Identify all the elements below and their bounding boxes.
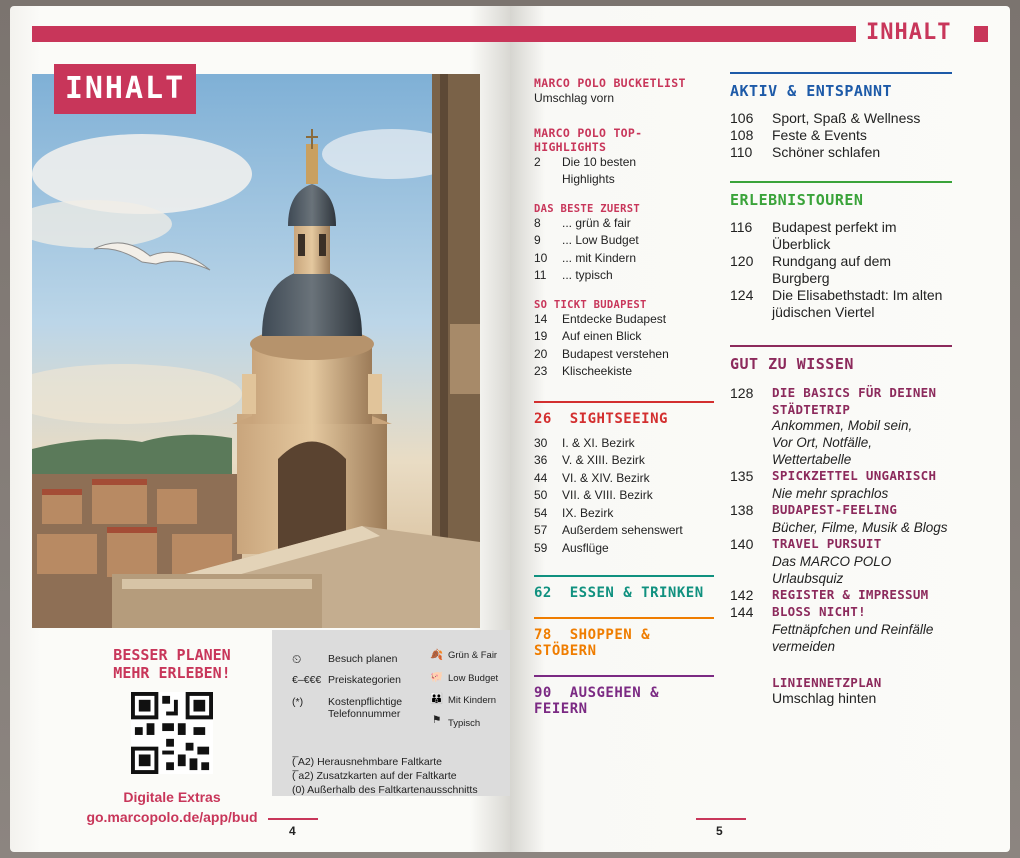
legend-label: Low Budget: [448, 673, 499, 684]
list-item[interactable]: Überblick: [772, 236, 831, 252]
divider: [534, 617, 714, 619]
section-touren[interactable]: ERLEBNISTOUREN: [730, 191, 864, 209]
piggy-bank-icon: 🐖: [430, 671, 444, 683]
list-item[interactable]: 30 I. & XI. Bezirk: [534, 435, 635, 450]
clock-icon: ⏲: [292, 652, 302, 666]
list-item[interactable]: 120 Rundgang auf dem Burgberg: [730, 253, 892, 286]
list-item: Vor Ort, Notfälle, Wettertabelle: [772, 435, 873, 467]
list-item: STÄDTETRIP: [772, 402, 851, 417]
list-item[interactable]: LINIENNETZPLAN: [772, 675, 882, 690]
qr-code-icon[interactable]: [131, 692, 213, 774]
legend-label: Grün & Fair: [448, 650, 498, 661]
promo-line2: MEHR ERLEBEN!: [113, 664, 231, 682]
section-aktiv[interactable]: AKTIV & ENTSPANNT: [730, 82, 893, 100]
list-item[interactable]: 10 ... mit Kindern: [534, 250, 637, 265]
page-number: 5: [716, 824, 723, 838]
legend-label: Mit Kindern: [448, 695, 497, 706]
list-item: Bücher, Filme, Musik & Blogs: [772, 520, 948, 535]
flag-icon: ⚑: [432, 714, 442, 726]
divider: [730, 72, 952, 74]
contents-title-tag: INHALT: [54, 64, 196, 114]
children-icon: 👪: [430, 693, 444, 705]
top-accent-bar: [510, 26, 856, 42]
asterisk-icon: (*): [292, 696, 304, 708]
digital-extras-url[interactable]: go.marcopolo.de/app/bud: [86, 809, 258, 825]
legend-label: Preiskategorien: [328, 674, 401, 686]
right-page: [510, 6, 1010, 852]
list-item[interactable]: 128 DIE BASICS FÜR DEINEN: [730, 385, 937, 401]
list-item[interactable]: 8 ... grün & fair: [534, 215, 631, 230]
section-best-first[interactable]: DAS BESTE ZUERST: [534, 202, 640, 215]
list-item: vermeiden: [772, 639, 836, 654]
list-item[interactable]: 59 Ausflüge: [534, 540, 609, 555]
list-item[interactable]: Highlights: [562, 172, 615, 186]
divider: [534, 675, 714, 677]
section-highlights[interactable]: MARCO POLO TOP-HIGHLIGHTS: [534, 125, 643, 154]
digital-extras-label: Digitale Extras: [123, 789, 221, 805]
section-shoppen[interactable]: 78 SHOPPEN & STÖBERN: [534, 627, 651, 659]
legend-label: Kostenpflichtige Telefonnummer: [328, 696, 403, 720]
list-item: Fettnäpfchen und Reinfälle: [772, 622, 934, 637]
list-item[interactable]: 57 Außerdem sehenswert: [534, 523, 683, 537]
section-essen[interactable]: 62 ESSEN & TRINKEN: [534, 585, 704, 601]
divider: [534, 575, 714, 577]
section-ausgehen[interactable]: 90 AUSGEHEN & FEIERN: [534, 685, 660, 717]
list-item[interactable]: 2 Die 10 besten: [534, 154, 637, 169]
list-item: Nie mehr sprachlos: [772, 486, 889, 501]
list-item: Umschlag vorn: [534, 91, 615, 105]
divider: [730, 181, 952, 183]
list-item[interactable]: 106 Sport, Spaß & Wellness: [730, 110, 921, 126]
map-note: (̅ a2) Zusatzkarten auf der Faltkarte: [292, 770, 457, 782]
page-number: 4: [289, 824, 296, 838]
promo-line1: BESSER PLANEN: [113, 646, 231, 664]
list-item[interactable]: 9 ... Low Budget: [534, 233, 639, 247]
list-item[interactable]: 19 Auf einen Blick: [534, 329, 642, 343]
map-note: (0) Außerhalb des Faltkartenausschnitts: [292, 784, 478, 796]
legend-label: Typisch: [448, 718, 481, 729]
list-item: Ankommen, Mobil sein,: [772, 418, 913, 433]
leaf-icon: 🍂: [430, 649, 444, 661]
section-bucketlist[interactable]: MARCO POLO BUCKETLIST: [534, 76, 686, 90]
list-item: Umschlag hinten: [772, 690, 877, 706]
list-item[interactable]: 110 Schöner schlafen: [730, 144, 881, 160]
section-so-tickt[interactable]: SO TICKT BUDAPEST: [534, 298, 647, 311]
price-icon: €–€€€: [292, 674, 322, 686]
basilica-illustration: [32, 74, 480, 628]
page-header-title: INHALT: [866, 20, 952, 45]
map-note: (̅ A2) Herausnehmbare Faltkarte: [292, 756, 442, 768]
contents-column-2: [730, 72, 952, 707]
list-item[interactable]: 142 REGISTER & IMPRESSUM: [730, 587, 929, 603]
list-item[interactable]: 50 VII. & VIII. Bezirk: [534, 488, 653, 502]
divider: [534, 401, 714, 403]
divider: [730, 345, 952, 347]
cover-photo-basilica: [32, 74, 480, 628]
left-page: [10, 6, 510, 852]
list-item[interactable]: 124 Die Elisabethstadt: Im alten: [730, 287, 943, 303]
list-item[interactable]: 36 V. & XIII. Bezirk: [534, 453, 645, 467]
list-item[interactable]: 138 BUDAPEST-FEELING: [730, 502, 898, 518]
list-item[interactable]: jüdischen Viertel: [772, 304, 875, 320]
list-item[interactable]: 140 TRAVEL PURSUIT: [730, 536, 882, 552]
list-item[interactable]: 144 BLOSS NICHT!: [730, 604, 866, 620]
list-item[interactable]: 23 Klischeekiste: [534, 364, 633, 378]
list-item[interactable]: 20 Budapest verstehen: [534, 346, 669, 361]
list-item[interactable]: 108 Feste & Events: [730, 127, 867, 143]
section-wissen[interactable]: GUT ZU WISSEN: [730, 355, 854, 373]
promo-block: [62, 646, 282, 827]
contents-column-1: [534, 76, 714, 717]
list-item[interactable]: 11 ... typisch: [534, 268, 613, 282]
page-number-rule: [268, 818, 318, 820]
legend-label: Besuch planen: [328, 653, 398, 665]
page-number-rule: [696, 818, 746, 820]
list-item[interactable]: 14 Entdecke Budapest: [534, 311, 667, 326]
list-item[interactable]: 44 VI. & XIV. Bezirk: [534, 470, 650, 485]
list-item: Das MARCO POLO Urlaubsquiz: [772, 554, 892, 586]
top-accent-bar: [32, 26, 510, 42]
list-item[interactable]: 135 SPICKZETTEL UNGARISCH: [730, 468, 937, 484]
list-item[interactable]: 116 Budapest perfekt im: [730, 219, 897, 235]
section-sightseeing[interactable]: 26 SIGHTSEEING: [534, 410, 668, 427]
list-item[interactable]: 54 IX. Bezirk: [534, 505, 614, 520]
top-accent-bar-end: [974, 26, 988, 42]
legend-box: [272, 630, 510, 796]
